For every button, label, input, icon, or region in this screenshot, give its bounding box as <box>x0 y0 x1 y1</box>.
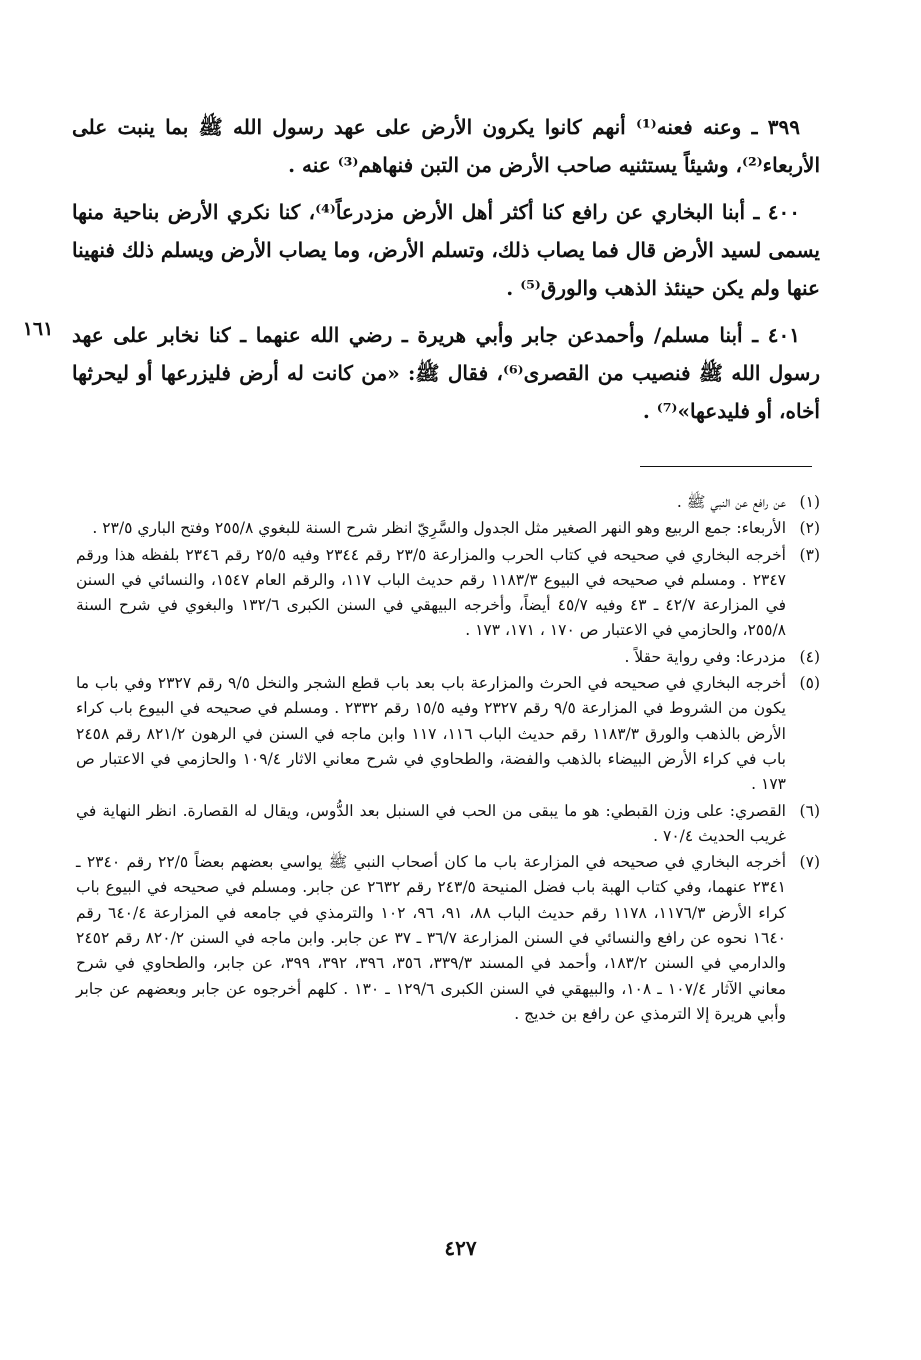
footnote-5 <box>76 671 820 797</box>
footnote-1 <box>76 490 820 515</box>
footnote-2 <box>76 516 820 541</box>
footnote-4 <box>76 645 820 670</box>
footnote-text: عن رافع عن النبي ﷺ . <box>676 493 786 511</box>
footnote-number: (٤) <box>799 647 820 666</box>
footnote-text: أخرجه البخاري في صحيحه في كتاب الحرب والمزارعة ٢٣/٥ رقم ٢٣٤٤ وفيه ٢٥/٥ رقم ٢٣٤٦ بلفظه هذا ورقم ٢٣٤٧ . ومسلم في صحيحه في البيوع ١١٨٣/٣ رقم حديث الباب ١١٧، والرقم العام ١٥٤٧، والنسائي في السنن في المزارعة ٤٢/٧ ـ ٤٣ وفيه ٤٥/٧ أيضاً، وأخرجه البيهقي في السنن الكبرى ١٣٢/٦ والبغوي في شرح السنة ٢٥٥/٨، والحازمي في الاعتبار ص ١٧٠ ، ١٧١، ١٧٣ . <box>76 545 786 640</box>
footnote-number: (٦) <box>799 801 820 820</box>
footnote-3 <box>76 543 820 644</box>
footnote-6 <box>76 799 820 850</box>
footnote-7 <box>76 850 820 1027</box>
footnote-text: أخرجه البخاري في صحيحه في الحرث والمزارعة باب بعد باب قطع الشجر والنخل ٩/٥ رقم ٢٣٢٧ وفي باب ما يكون من الشروط في المزارعة ٩/٥ رقم ٢٣٢٧ وفيه ١٥/٥ رقم ٢٣٣٢ . ومسلم في صحيحه في البيوع باب كراء الأرض بالذهب والورق ١١٨٣/٣ رقم حديث الباب ١١٦، ١١٧ وابن ماجه في السنن في الرهون ٨٢١/٢ رقم ٢٤٥٨ باب في كراء الأرض البيضاء بالذهب والفضة، والطحاوي في شرح معاني الاثار ١٠٩/٤ والحازمي في الاعتبار ص ١٧٣ . <box>76 674 787 794</box>
hadith-400: ٤٠٠ ـ أبنا البخاري عن رافع كنا أكثر أهل الأرض مزدرعاً⁽⁴⁾، كنا نكري الأرض بناحية منها يسمى لسيد الأرض قال فما يصاب ذلك، وتسلم الأرض، وما يصاب الأرض ويسلم ذلك فنهينا عنها ولم يكن حينئذ الذهب والورق⁽⁵⁾ . <box>72 200 820 300</box>
footnote-number: (٣) <box>799 545 820 564</box>
footnote-text: أخرجه البخاري في صحيحه في المزارعة باب ما كان أصحاب النبي ﷺ يواسي بعضهم بعضاً ٢٢/٥ رقم ٢٣٤٠ ـ ٢٣٤١ عنهما، وفي كتاب الهبة باب فضل المنيحة ٢٤٣/٥ رقم ٢٦٣٢ عن جابر. ومسلم في صحيحه في البيوع باب كراء الأرض ١١٧٦/٣، ١١٧٨ رقم حديث الباب ٨٨، ٩١، ٩٦، ١٠٢ والترمذي في جامعه في المزارعة ٦٤٠/٤ رقم ١٦٤٠ نحوه عن رافع والنسائي في السنن المزارعة ٣٦/٧ ـ ٣٧ عن جابر. وابن ماجه في السنن ٨٢٠/٢ رقم ٢٤٥٢ والدارمي في السنن ١٨٣/٢، وأحمد في المسند ٣٣٩/٣، ٣٥٦، ٣٩٦، ٣٩٢، ٣٩٩، عن جابر، والطحاوي في شرح معاني الآثار ١٠٧/٤ ـ ١٠٨، والبيهقي في السنن الكبرى ١٢٩/٦ ـ ١٣٠ . كلهم أخرجوه عن جابر وبعضهم عن جابر وأبي هريرة إلا الترمذي عن رافع بن خديج . <box>76 853 787 1023</box>
footnote-number: (٢) <box>799 519 820 538</box>
footnotes <box>76 490 820 1028</box>
hadith-401: ٤٠١ ـ أبنا مسلم/ وأحمدعن جابر وأبي هريرة ـ رضي الله عنهما ـ كنا نخابر على عهد رسول الله ﷺ فنصيب من القصرى⁽⁶⁾، فقال ﷺ: «من كانت له أرض فليزرعها أو ليحرثها أخاه، أو فليدعها»⁽⁷⁾ . <box>72 323 820 423</box>
main-text <box>72 108 820 439</box>
footnote-number: (١) <box>799 493 820 511</box>
footnote-text: الأربعاء: جمع الربيع وهو النهر الصغير مثل الجدول والسَّرِيّ انظر شرح السنة للبغوي ٢٥٥/٨ وفتح الباري ٢٣/٥ . <box>92 519 786 538</box>
hadith-399: ٣٩٩ ـ وعنه فعنه⁽¹⁾ أنهم كانوا يكرون الأرض على عهد رسول الله ﷺ بما ينبت على الأربعاء⁽²⁾، وشيئاً يستثنيه صاحب الأرض من التبن فنهاهم⁽³⁾ عنه . <box>72 115 820 177</box>
footnote-number: (٧) <box>799 853 820 872</box>
footnote-text: القصري: على وزن القبطي: هو ما يبقى من الحب في السنبل بعد الدُّوس، ويقال له القصارة. انظر النهاية في غريب الحديث ٧٠/٤ . <box>76 801 786 845</box>
margin-manuscript-reference: ١٦١ <box>22 318 54 340</box>
footnote-number: (٥) <box>799 674 820 693</box>
footnote-separator-rule <box>640 466 812 467</box>
page-number: ٤٢٧ <box>444 1236 477 1260</box>
footnote-text: مزدرعا: وفي رواية حقلاً . <box>624 647 786 666</box>
